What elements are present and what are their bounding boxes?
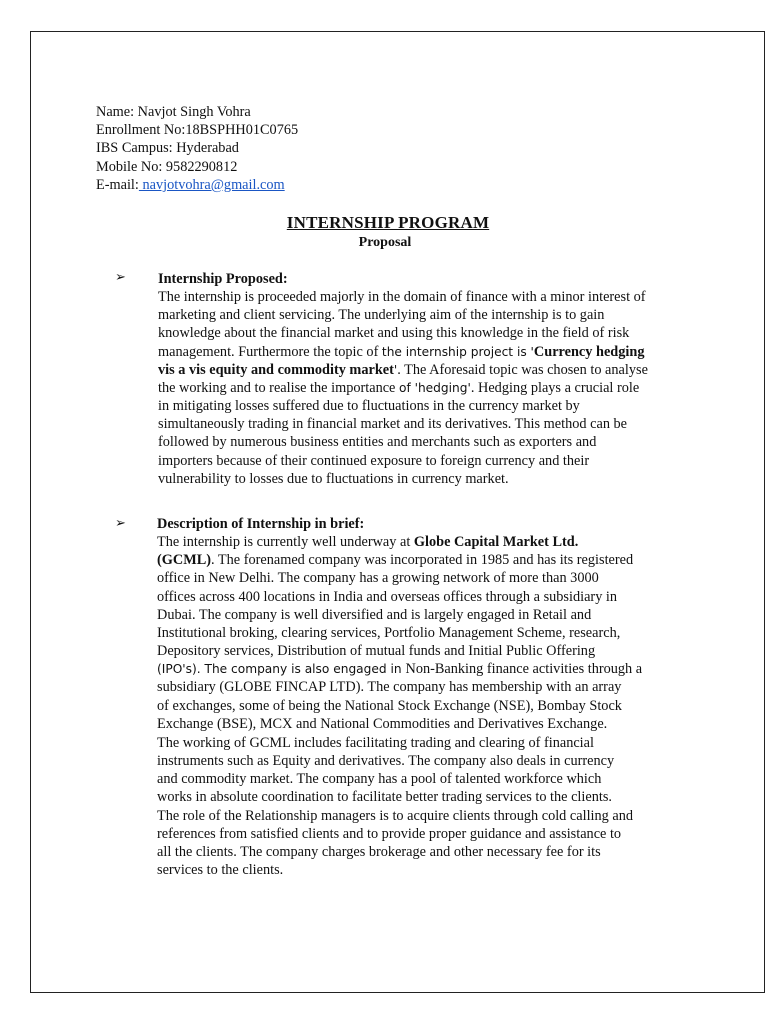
text-run: the working and to realise the importance (158, 379, 399, 396)
text-run: Non-Banking finance activities through a (405, 661, 643, 678)
text-run: . The forenamed company was incorporated in 1985 and has its registered (211, 552, 634, 569)
paragraph-line (158, 379, 686, 397)
text-run: of 'hedging' (398, 380, 471, 395)
text-run: . The Aforesaid topic was chosen to analyse (397, 361, 648, 378)
email-label: E-mail: (96, 176, 139, 193)
paragraph-line: subsidiary (GLOBE FINCAP LTD). The company has membership with an array (157, 679, 622, 696)
text-run-bold: vis a vis equity and commodity market (158, 361, 394, 378)
paragraph-line: Institutional broking, clearing services, Portfolio Management Scheme, research, (157, 624, 621, 641)
page-subtitle: Proposal (358, 235, 412, 250)
paragraph-line: simultaneously trading in financial market and its derivatives. This method can be (158, 416, 628, 433)
student-name: Name: Navjot Singh Vohra (96, 104, 251, 120)
text-run: (IPO's) (157, 662, 197, 677)
email-link[interactable]: navjotvohra@gmail.com (138, 176, 285, 193)
paragraph-line: in mitigating losses suffered due to fluctuations in the currency market by (158, 398, 580, 415)
paragraph-line: The internship is proceeded majorly in the domain of finance with a minor interest of (158, 289, 646, 306)
paragraph-line: references from satisfied clients and to provide proper guidance and assistance to (157, 825, 622, 842)
student-info (96, 103, 298, 194)
paragraph-line: office in New Delhi. The company has a growing network of more than 3000 (157, 570, 599, 587)
paragraph-line: importers because of their continued exposure to foreign currency and their (158, 452, 590, 469)
page-title: INTERNSHIP PROGRAM (286, 213, 490, 232)
paragraph-line (158, 361, 686, 379)
text-run: . Hedging plays a crucial role (470, 379, 640, 396)
enrollment-number: Enrollment No:18BSPHH01C0765 (96, 122, 299, 139)
section-internship-proposed (158, 270, 686, 488)
paragraph-line (157, 660, 685, 678)
paragraph-line: all the clients. The company charges brokerage and other necessary fee for its (157, 843, 601, 860)
paragraph-line (157, 551, 685, 569)
text-run-bold: (GCML) (157, 552, 211, 569)
text-run: The internship is currently well underway at (157, 534, 414, 551)
bullet-arrow-icon: ➢ (115, 269, 126, 284)
paragraph-line: The role of the Relationship managers is to acquire clients through cold calling and (157, 807, 634, 824)
bullet-arrow-icon: ➢ (115, 515, 126, 530)
paragraph-line: instruments such as Equity and derivatives. The company also deals in currency (157, 753, 615, 770)
text-run: ' (393, 362, 398, 377)
paragraph-line: knowledge about the financial market and using this knowledge in the field of risk (158, 325, 630, 342)
paragraph-line: Exchange (BSE), MCX and National Commodities and Derivatives Exchange. (157, 715, 608, 732)
section-internship-description (157, 515, 685, 879)
section-heading: Description of Internship in brief: (157, 516, 365, 532)
paragraph-line: The working of GCML includes facilitating trading and clearing of financial (157, 734, 594, 751)
text-run: management. Furthermore the topic of (158, 343, 382, 360)
paragraph-line: marketing and client servicing. The underlying aim of the internship is to gain (158, 307, 605, 324)
paragraph-line: offices across 400 locations in India and overseas offices through a subsidiary in (157, 588, 618, 605)
paragraph-line: and commodity market. The company has a pool of talented workforce which (157, 771, 602, 788)
campus: IBS Campus: Hyderabad (96, 140, 239, 157)
paragraph-line: Depository services, Distribution of mutual funds and Initial Public Offering (157, 643, 596, 660)
paragraph-line: services to the clients. (157, 861, 284, 878)
paragraph-line: vulnerability to losses due to fluctuations in currency market. (158, 470, 509, 487)
text-run-bold: Currency hedging (533, 343, 645, 360)
paragraph-line: of exchanges, some of being the National Stock Exchange (NSE), Bombay Stock (157, 697, 622, 714)
email-row (96, 176, 298, 194)
paragraph-line: followed by numerous business entities and merchants such as exporters and (158, 434, 597, 451)
paragraph-line (157, 533, 685, 551)
section-heading: Internship Proposed: (158, 271, 288, 287)
text-run: . The company is also engaged in (196, 662, 406, 677)
paragraph-line: works in absolute coordination to facilitate better trading services to the clients. (157, 789, 612, 806)
paragraph-line: Dubai. The company is well diversified and is largely engaged in Retail and (157, 606, 592, 623)
mobile-number: Mobile No: 9582290812 (96, 158, 238, 175)
text-run: the internship project is ' (381, 344, 534, 359)
paragraph-line (158, 343, 686, 361)
text-run-bold: Globe Capital Market Ltd. (413, 534, 579, 551)
